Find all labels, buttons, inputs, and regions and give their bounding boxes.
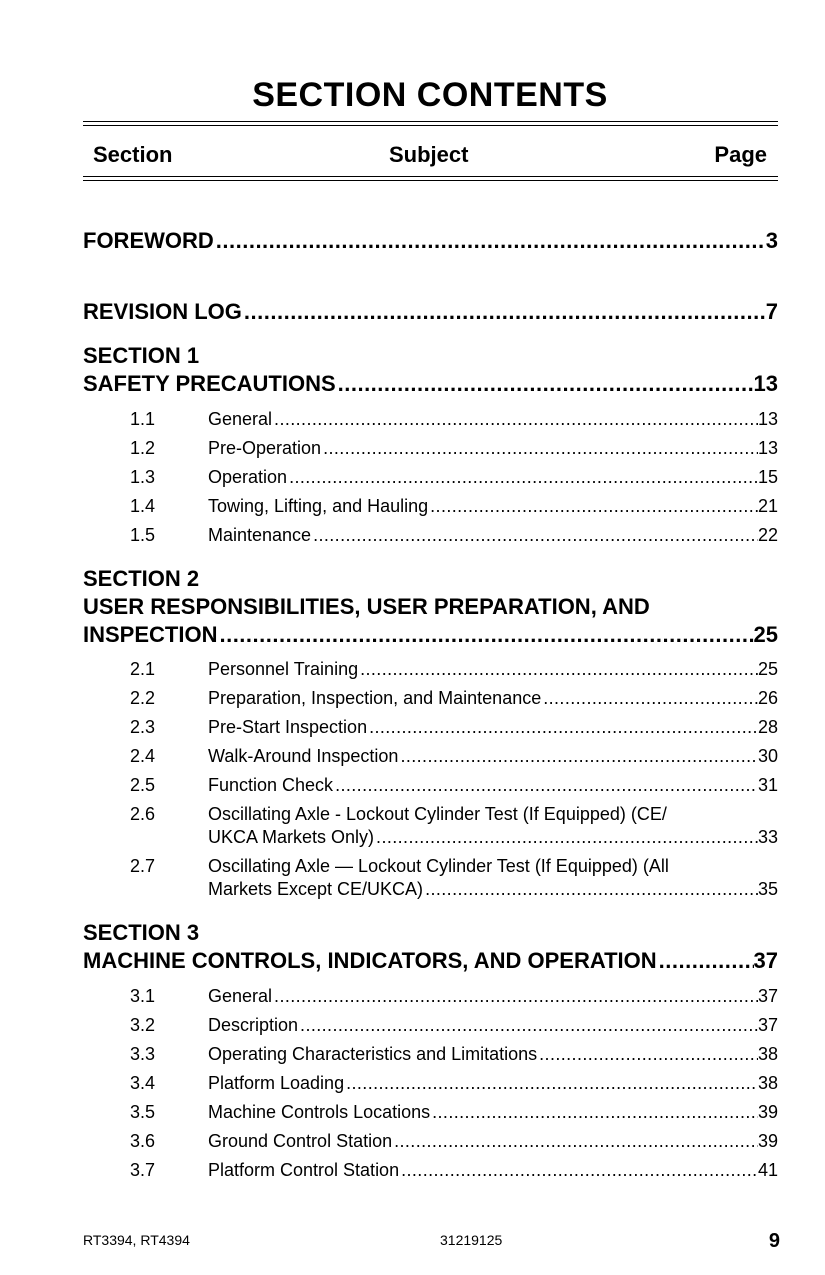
- leader-dots: [311, 524, 758, 547]
- leader-dots: [217, 621, 753, 649]
- subentry-number: 1.2: [130, 438, 156, 458]
- toc-entry-section-2[interactable]: [83, 621, 778, 649]
- toc-page: 7: [765, 299, 778, 324]
- subentry-page: 15: [757, 467, 778, 487]
- toc-section-2: [83, 565, 778, 649]
- toc-title: FOREWORD: [83, 228, 214, 253]
- subentry-title: Operating Characteristics and Limitations: [208, 1044, 538, 1064]
- subentry-title: Maintenance: [208, 525, 312, 545]
- leader-dots: [541, 687, 758, 710]
- subentry-title-line: Oscillating Axle - Lockout Cylinder Test (If Equipped) (CE/: [208, 804, 667, 824]
- leader-dots: [398, 745, 758, 768]
- subentry-page: 35: [757, 879, 778, 899]
- toc-page: 37: [753, 948, 778, 973]
- leader-dots: [321, 437, 758, 460]
- subentry-page: 38: [757, 1044, 778, 1064]
- toc-subentry[interactable]: [83, 1014, 778, 1037]
- header-rule-top-2: [83, 125, 778, 126]
- leader-dots: [358, 658, 758, 681]
- toc-title: SAFETY PRECAUTIONS: [83, 371, 336, 396]
- column-header-page: Page: [714, 142, 767, 167]
- toc-section-3-items: [83, 985, 778, 1182]
- subentry-number: 2.5: [130, 775, 156, 795]
- leader-dots: [423, 878, 758, 901]
- header-rule-bottom-2: [83, 180, 778, 181]
- subentry-title: Machine Controls Locations: [208, 1102, 431, 1122]
- subentry-title: Platform Loading: [208, 1073, 345, 1093]
- footer-doc-number: 31219125: [440, 1232, 503, 1248]
- toc-section-2-items: [83, 658, 778, 901]
- footer-page-number: 9: [768, 1230, 780, 1252]
- subentry-title: Personnel Training: [208, 659, 359, 679]
- section-title-line: USER RESPONSIBILITIES, USER PREPARATION, AND: [83, 594, 650, 619]
- subentry-page: 39: [757, 1131, 778, 1151]
- toc-subentry[interactable]: [83, 716, 778, 739]
- subentry-page: 37: [757, 986, 778, 1006]
- subentry-page: 30: [757, 746, 778, 766]
- subentry-number: 3.7: [130, 1160, 156, 1180]
- subentry-page: 33: [757, 827, 778, 847]
- toc-page: 3: [765, 228, 778, 253]
- header-rule-bottom: [83, 176, 778, 177]
- subentry-number: 3.1: [130, 986, 156, 1006]
- header-rule-top: [83, 121, 778, 122]
- subentry-title: General: [208, 409, 273, 429]
- subentry-title: Pre-Operation: [208, 438, 322, 458]
- subentry-page: 25: [757, 659, 778, 679]
- column-header-section: Section: [93, 142, 173, 167]
- page-title: SECTION CONTENTS: [252, 76, 608, 114]
- subentry-page: 13: [757, 438, 778, 458]
- subentry-title: Walk-Around Inspection: [208, 746, 399, 766]
- subentry-page: 21: [757, 496, 778, 516]
- subentry-title: Pre-Start Inspection: [208, 717, 368, 737]
- subentry-number: 3.6: [130, 1131, 156, 1151]
- toc-entry-section-3[interactable]: [83, 947, 778, 975]
- toc-entry-section-1[interactable]: [83, 370, 778, 398]
- toc-subentry[interactable]: [83, 774, 778, 797]
- leader-dots: [657, 947, 754, 975]
- toc-subentry[interactable]: [83, 524, 778, 547]
- leader-dots: [399, 1159, 758, 1182]
- subentry-number: 3.5: [130, 1102, 156, 1122]
- subentry-title: General: [208, 986, 273, 1006]
- subentry-number: 3.4: [130, 1073, 156, 1093]
- toc-subentry[interactable]: [83, 745, 778, 768]
- subentry-page: 28: [757, 717, 778, 737]
- subentry-page: 38: [757, 1073, 778, 1093]
- column-header-subject: Subject: [389, 142, 469, 167]
- toc-subentry[interactable]: [83, 1072, 778, 1095]
- toc-title: REVISION LOG: [83, 299, 242, 324]
- toc-subentry[interactable]: [83, 658, 778, 681]
- subentry-title: Ground Control Station: [208, 1131, 393, 1151]
- subentry-page: 22: [757, 525, 778, 545]
- subentry-number: 2.4: [130, 746, 156, 766]
- subentry-title: Description: [208, 1015, 299, 1035]
- leader-dots: [272, 985, 758, 1008]
- toc-section-1-items: [83, 408, 778, 547]
- toc-subentry[interactable]: [83, 495, 778, 518]
- subentry-title: Markets Except CE/UKCA): [208, 879, 424, 899]
- toc-subentry[interactable]: [83, 687, 778, 710]
- toc-subentry[interactable]: [83, 408, 778, 431]
- leader-dots: [537, 1043, 758, 1066]
- toc-subentry[interactable]: [83, 985, 778, 1008]
- leader-dots: [430, 1101, 758, 1124]
- leader-dots: [336, 370, 754, 398]
- leader-dots: [298, 1014, 758, 1037]
- leader-dots: [214, 227, 766, 255]
- section-label: SECTION 1: [83, 343, 200, 368]
- subentry-number: 1.3: [130, 467, 156, 487]
- subentry-title: Platform Control Station: [208, 1160, 400, 1180]
- toc-subentry[interactable]: [83, 1043, 778, 1066]
- subentry-title: Operation: [208, 467, 288, 487]
- subentry-number: 1.4: [130, 496, 156, 516]
- subentry-number: 2.3: [130, 717, 156, 737]
- leader-dots: [428, 495, 758, 518]
- subentry-title: UKCA Markets Only): [208, 827, 375, 847]
- toc-section-1: [83, 342, 778, 398]
- toc-section-3: [83, 919, 778, 975]
- subentry-page: 31: [757, 775, 778, 795]
- subentry-title: Function Check: [208, 775, 334, 795]
- toc-subentry[interactable]: [83, 437, 778, 460]
- leader-dots: [374, 826, 758, 849]
- subentry-number: 3.3: [130, 1044, 156, 1064]
- section-label: SECTION 3: [83, 920, 200, 945]
- toc-subentry[interactable]: [83, 1130, 778, 1153]
- leader-dots: [287, 466, 758, 489]
- subentry-title: Preparation, Inspection, and Maintenance: [208, 688, 542, 708]
- toc-page: 13: [753, 371, 778, 396]
- toc-subentry[interactable]: [83, 1101, 778, 1124]
- leader-dots: [344, 1072, 758, 1095]
- subentry-page: 39: [757, 1102, 778, 1122]
- leader-dots: [392, 1130, 758, 1153]
- subentry-number: 1.5: [130, 525, 156, 545]
- section-label: SECTION 2: [83, 566, 200, 591]
- toc-subentry[interactable]: [83, 803, 778, 849]
- subentry-page: 37: [757, 1015, 778, 1035]
- leader-dots: [242, 298, 766, 326]
- toc-entry-foreword[interactable]: [83, 227, 778, 255]
- toc-subentry[interactable]: [83, 1159, 778, 1182]
- subentry-page: 26: [757, 688, 778, 708]
- subentry-page: 41: [757, 1160, 778, 1180]
- subentry-number: 2.6: [130, 804, 156, 824]
- footer-models: RT3394, RT4394: [83, 1232, 190, 1248]
- toc-subentry[interactable]: [83, 855, 778, 901]
- subentry-number: 2.2: [130, 688, 156, 708]
- toc-subentry[interactable]: [83, 466, 778, 489]
- subentry-page: 13: [757, 409, 778, 429]
- subentry-number: 3.2: [130, 1015, 156, 1035]
- subentry-number: 2.7: [130, 856, 156, 876]
- toc-page: 25: [753, 622, 778, 647]
- leader-dots: [367, 716, 758, 739]
- subentry-title-line: Oscillating Axle — Lockout Cylinder Test (If Equipped) (All: [208, 856, 669, 876]
- toc-title: MACHINE CONTROLS, INDICATORS, AND OPERATION: [83, 948, 657, 973]
- subentry-title: Towing, Lifting, and Hauling: [208, 496, 429, 516]
- leader-dots: [333, 774, 758, 797]
- subentry-number: 1.1: [130, 409, 156, 429]
- leader-dots: [272, 408, 758, 431]
- toc-title: INSPECTION: [83, 622, 218, 647]
- toc-entry-revision-log[interactable]: [83, 298, 778, 326]
- subentry-number: 2.1: [130, 659, 156, 679]
